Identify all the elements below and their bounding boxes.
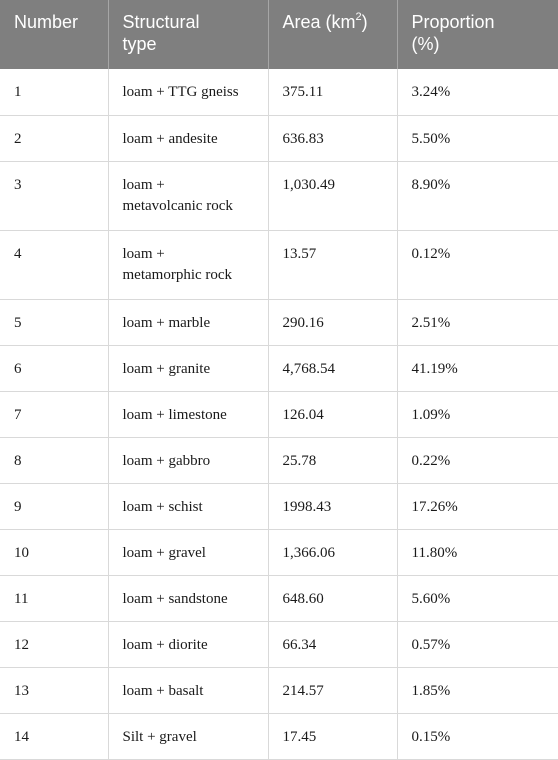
- structural-type-line: loam +: [122, 245, 165, 262]
- header-number: Number: [0, 0, 108, 69]
- cell-structural-type: [108, 529, 268, 575]
- structural-type-line: loam + andesite: [122, 130, 218, 147]
- table-row: [0, 69, 558, 115]
- cell-proportion: 11.80%: [397, 529, 558, 575]
- cell-number: 8: [0, 437, 108, 483]
- table-row: [0, 115, 558, 161]
- cell-number: 4: [0, 230, 108, 299]
- cell-proportion: 0.12%: [397, 230, 558, 299]
- table-row: [0, 437, 558, 483]
- table-row: [0, 575, 558, 621]
- structural-type-line: loam + sandstone: [122, 590, 228, 607]
- cell-area: 1,366.06: [268, 529, 397, 575]
- table-row: [0, 161, 558, 230]
- cell-structural-type: [108, 230, 268, 299]
- table-body: [0, 69, 558, 759]
- structural-type-line: loam + TTG gneiss: [122, 84, 239, 100]
- table-row: [0, 345, 558, 391]
- cell-proportion: 1.09%: [397, 391, 558, 437]
- cell-number: 6: [0, 345, 108, 391]
- cell-number: 9: [0, 483, 108, 529]
- cell-structural-type: [108, 437, 268, 483]
- cell-area: 25.78: [268, 437, 397, 483]
- table-row: [0, 621, 558, 667]
- header-structural-type: Structural type: [108, 0, 268, 69]
- cell-number: 7: [0, 391, 108, 437]
- structural-type-line: Silt + gravel: [122, 728, 197, 745]
- cell-area: 17.45: [268, 713, 397, 759]
- cell-number: 1: [0, 69, 108, 115]
- structural-type-line: loam + schist: [122, 498, 203, 515]
- cell-area: 214.57: [268, 667, 397, 713]
- cell-number: 2: [0, 115, 108, 161]
- cell-number: 5: [0, 299, 108, 345]
- structural-type-line: loam + gabbro: [122, 452, 211, 469]
- cell-number: 13: [0, 667, 108, 713]
- cell-proportion: 5.60%: [397, 575, 558, 621]
- cell-area: 648.60: [268, 575, 397, 621]
- cell-area: 636.83: [268, 115, 397, 161]
- structural-type-line: metamorphic rock: [122, 266, 233, 283]
- cell-structural-type: [108, 391, 268, 437]
- cell-proportion: 1.85%: [397, 667, 558, 713]
- cell-structural-type: [108, 483, 268, 529]
- header-area: Area $(km^2)$: [268, 0, 397, 69]
- table-row: [0, 667, 558, 713]
- cell-number: 12: [0, 621, 108, 667]
- cell-proportion: 3.24%: [397, 69, 558, 115]
- structural-type-line: metavolcanic rock: [122, 197, 233, 214]
- cell-structural-type: [108, 299, 268, 345]
- cell-number: 14: [0, 713, 108, 759]
- cell-area: 375.11: [268, 69, 397, 115]
- cell-proportion: 0.15%: [397, 713, 558, 759]
- cell-number: 3: [0, 161, 108, 230]
- structural-type-line: loam + limestone: [122, 406, 227, 423]
- cell-structural-type: [108, 713, 268, 759]
- cell-structural-type: [108, 161, 268, 230]
- structural-type-line: loam + granite: [122, 360, 211, 377]
- cell-structural-type: [108, 667, 268, 713]
- cell-structural-type: [108, 621, 268, 667]
- cell-structural-type: [108, 115, 268, 161]
- cell-area: 66.34: [268, 621, 397, 667]
- cell-area: 1998.43: [268, 483, 397, 529]
- cell-structural-type: [108, 69, 268, 115]
- table-row: [0, 230, 558, 299]
- table-row: [0, 713, 558, 759]
- cell-area: 290.16: [268, 299, 397, 345]
- cell-number: 11: [0, 575, 108, 621]
- structural-type-line: loam + marble: [122, 314, 211, 331]
- cell-number: 10: [0, 529, 108, 575]
- structural-type-line: loam + gravel: [122, 544, 206, 561]
- cell-proportion: 5.50%: [397, 115, 558, 161]
- table-row: [0, 391, 558, 437]
- cell-proportion: 41.19%: [397, 345, 558, 391]
- structural-type-line: loam + diorite: [122, 636, 208, 653]
- table-row: [0, 529, 558, 575]
- cell-area: 1,030.49: [268, 161, 397, 230]
- cell-proportion: 17.26%: [397, 483, 558, 529]
- cell-proportion: 0.22%: [397, 437, 558, 483]
- cell-area: 4,768.54: [268, 345, 397, 391]
- table-row: [0, 299, 558, 345]
- structural-type-line: loam +: [122, 176, 165, 193]
- cell-structural-type: [108, 345, 268, 391]
- header-row: [0, 0, 558, 69]
- cell-structural-type: [108, 575, 268, 621]
- cell-area: 13.57: [268, 230, 397, 299]
- cell-proportion: 8.90%: [397, 161, 558, 230]
- header-proportion: Proportion (%): [411, 12, 495, 54]
- cell-proportion: 2.51%: [397, 299, 558, 345]
- table-row: [0, 483, 558, 529]
- structural-type-line: loam + basalt: [122, 682, 204, 699]
- cell-area: 126.04: [268, 391, 397, 437]
- cell-proportion: 0.57%: [397, 621, 558, 667]
